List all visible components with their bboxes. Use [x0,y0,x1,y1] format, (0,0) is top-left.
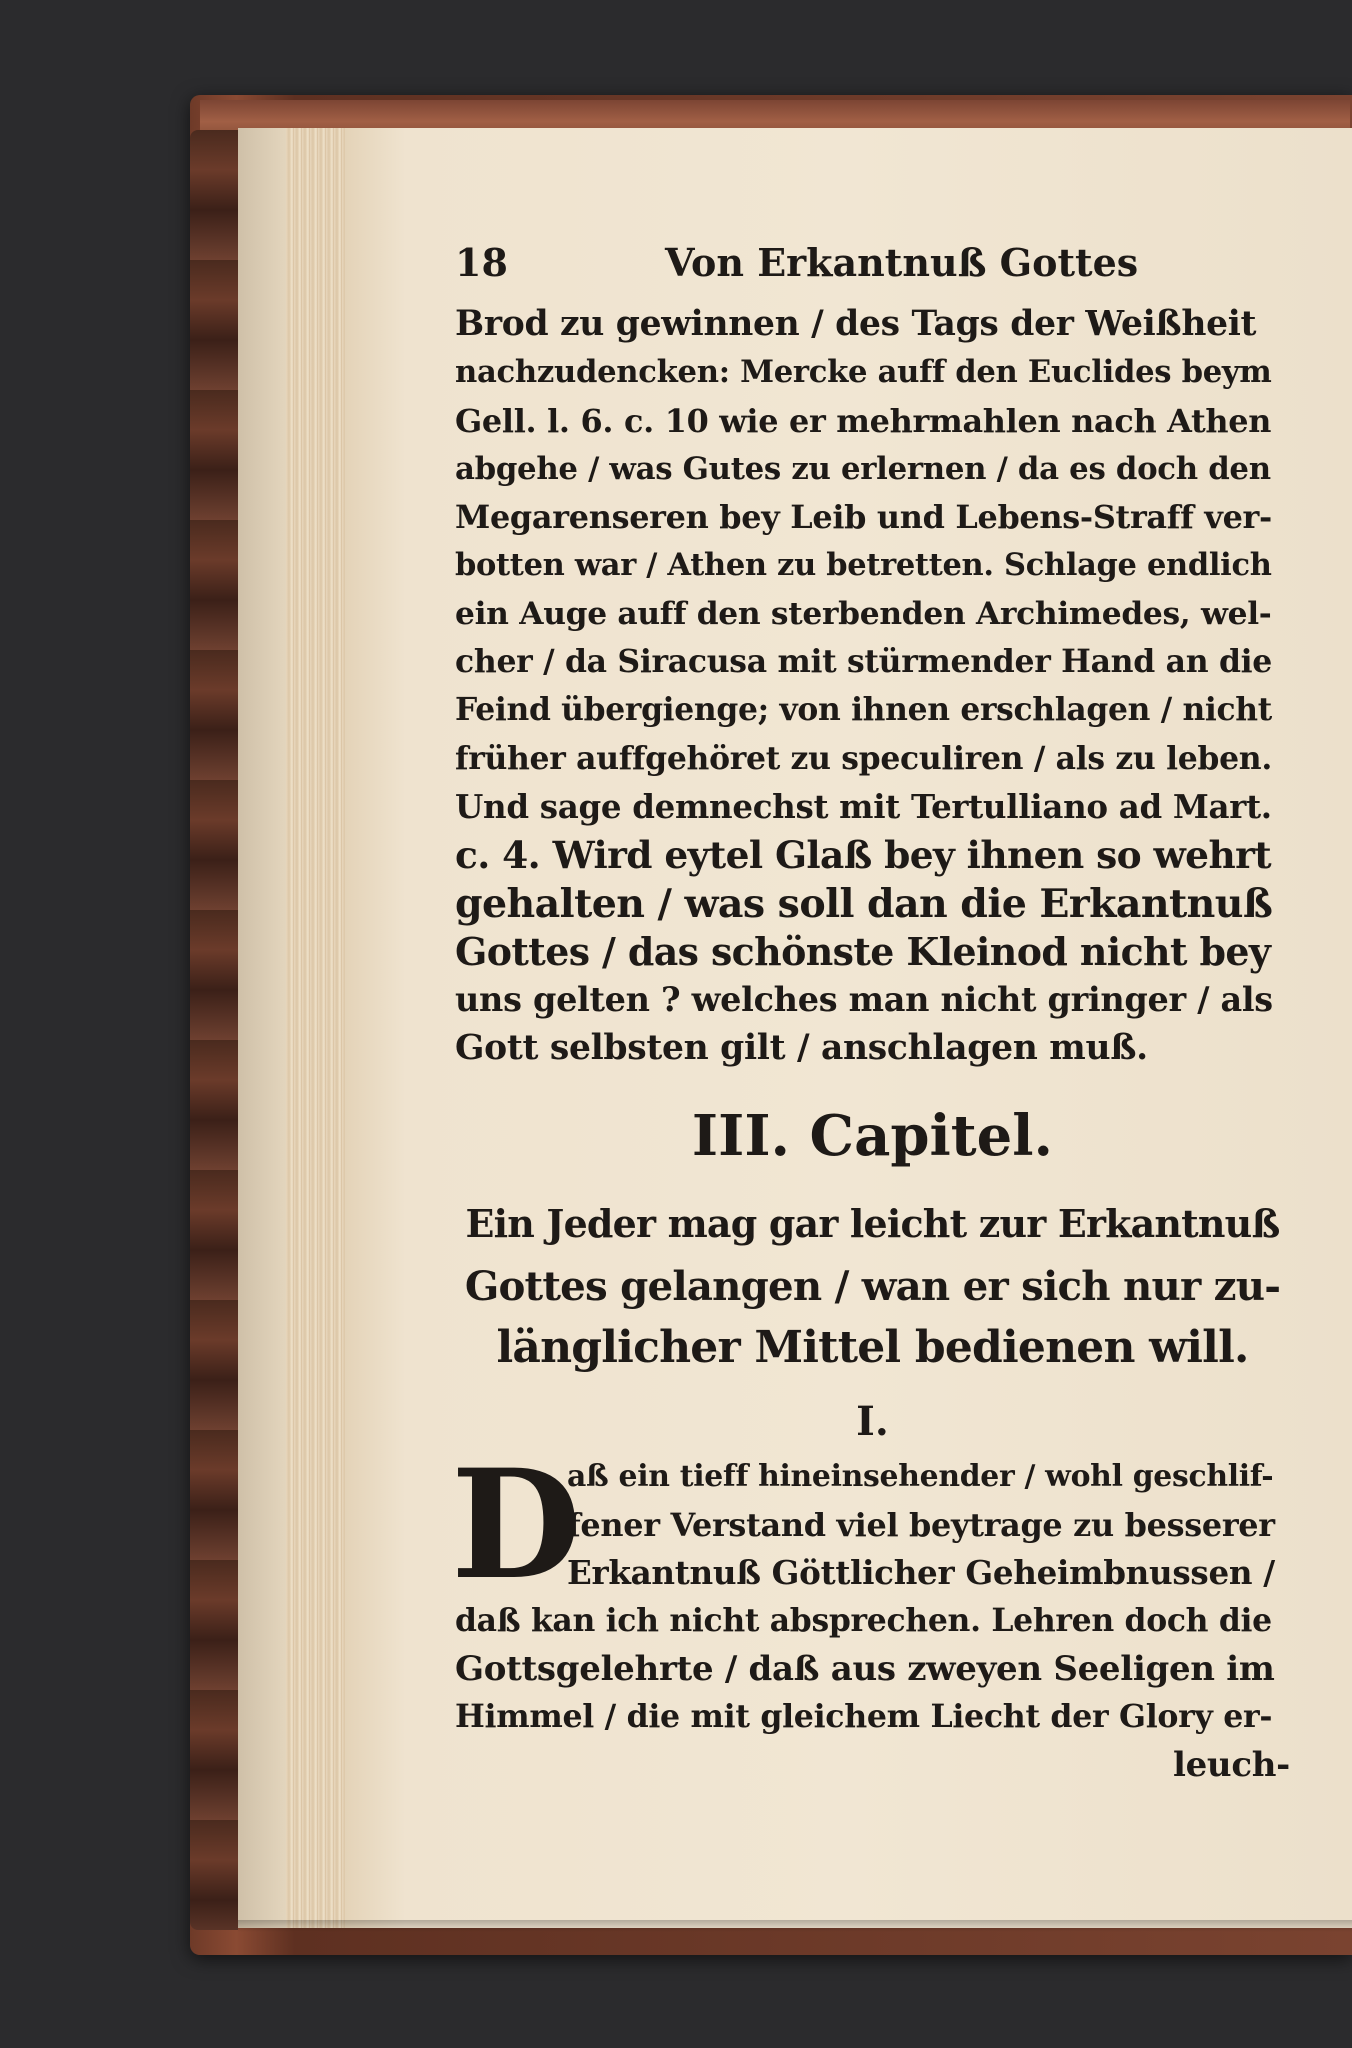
catchword: leuch- [1172,1744,1290,1785]
text-line: Feind übergienge; von ihnen erschlagen / nicht [455,692,1272,729]
section-number: I. [856,1397,889,1445]
text-line: Megarenseren bey Leib und Lebens-Straff ver- [455,498,1272,537]
chapter-heading: III. Capitel. [691,1102,1054,1169]
running-head [455,240,1290,300]
text-line: Gottes / das schönste Kleinod nicht bey [455,928,1271,974]
text-line: abgehe / was Gutes zu erlernen / da es doch den [455,450,1271,487]
text-line: gehalten / was soll dan die Erkantnuß [455,880,1273,927]
text-line: Gott selbsten gilt / anschlagen muß. [455,1028,1148,1069]
page-block-shade [238,128,286,1928]
paragraph-section-1 [451,1436,1290,1789]
running-head-title: Von Erkantnuß Gottes [665,240,1139,285]
text-line: cher / da Siracusa mit stürmender Hand an die [455,643,1273,681]
chapter-summary [455,1193,1290,1379]
text-line: uns gelten ? welches man nicht gringer / als [455,980,1273,1020]
text-line: aß ein tieff hineinsehender / wohl geschlif- [567,1458,1274,1494]
text-line: daß kan ich nicht absprechen. Lehren doch die [455,1601,1272,1639]
text-line: Gottsgelehrte / daß aus zweyen Seeligen im [455,1648,1275,1689]
text-line: Erkantnuß Göttlicher Geheimbnussen / [567,1552,1275,1592]
text-line: Brod zu gewinnen / des Tags der Weißheit [455,304,1257,344]
text-line: Und sage demnechst mit Tertulliano ad Mart. [455,787,1272,826]
book-spine-edge [190,130,238,1930]
text-line: nachzudencken: Mercke auff den Euclides beym [455,354,1272,391]
page-text-block [451,240,1290,1789]
summary-line: Ein Jeder mag gar leicht zur Erkantnuß [465,1200,1280,1246]
text-line: fener Verstand viel beytrage zu besserer [567,1505,1275,1544]
text-line: Himmel / die mit gleichem Liecht der Glory er- [455,1697,1273,1735]
paragraph-continued [455,300,1290,1073]
text-line: Gell. l. 6. c. 10 wie er mehrmahlen nach Athen [455,401,1272,440]
page-shadow [238,1920,1352,1932]
text-line: ein Auge auff den sterbenden Archimedes, wel- [455,595,1272,632]
text-line: c. 4. Wird eytel Glaß bey ihnen so wehrt [455,833,1272,878]
summary-line: länglicher Mittel bedienen will. [496,1321,1249,1373]
text-line: früher auffgehöret zu speculiren / als zu leben. [455,739,1272,777]
summary-line: Gottes gelangen / wan er sich nur zu- [464,1261,1281,1310]
text-line: botten war / Athen zu betretten. Schlage endlich [455,547,1272,584]
page-number: 18 [455,240,508,285]
drop-cap: D [451,1436,581,1613]
